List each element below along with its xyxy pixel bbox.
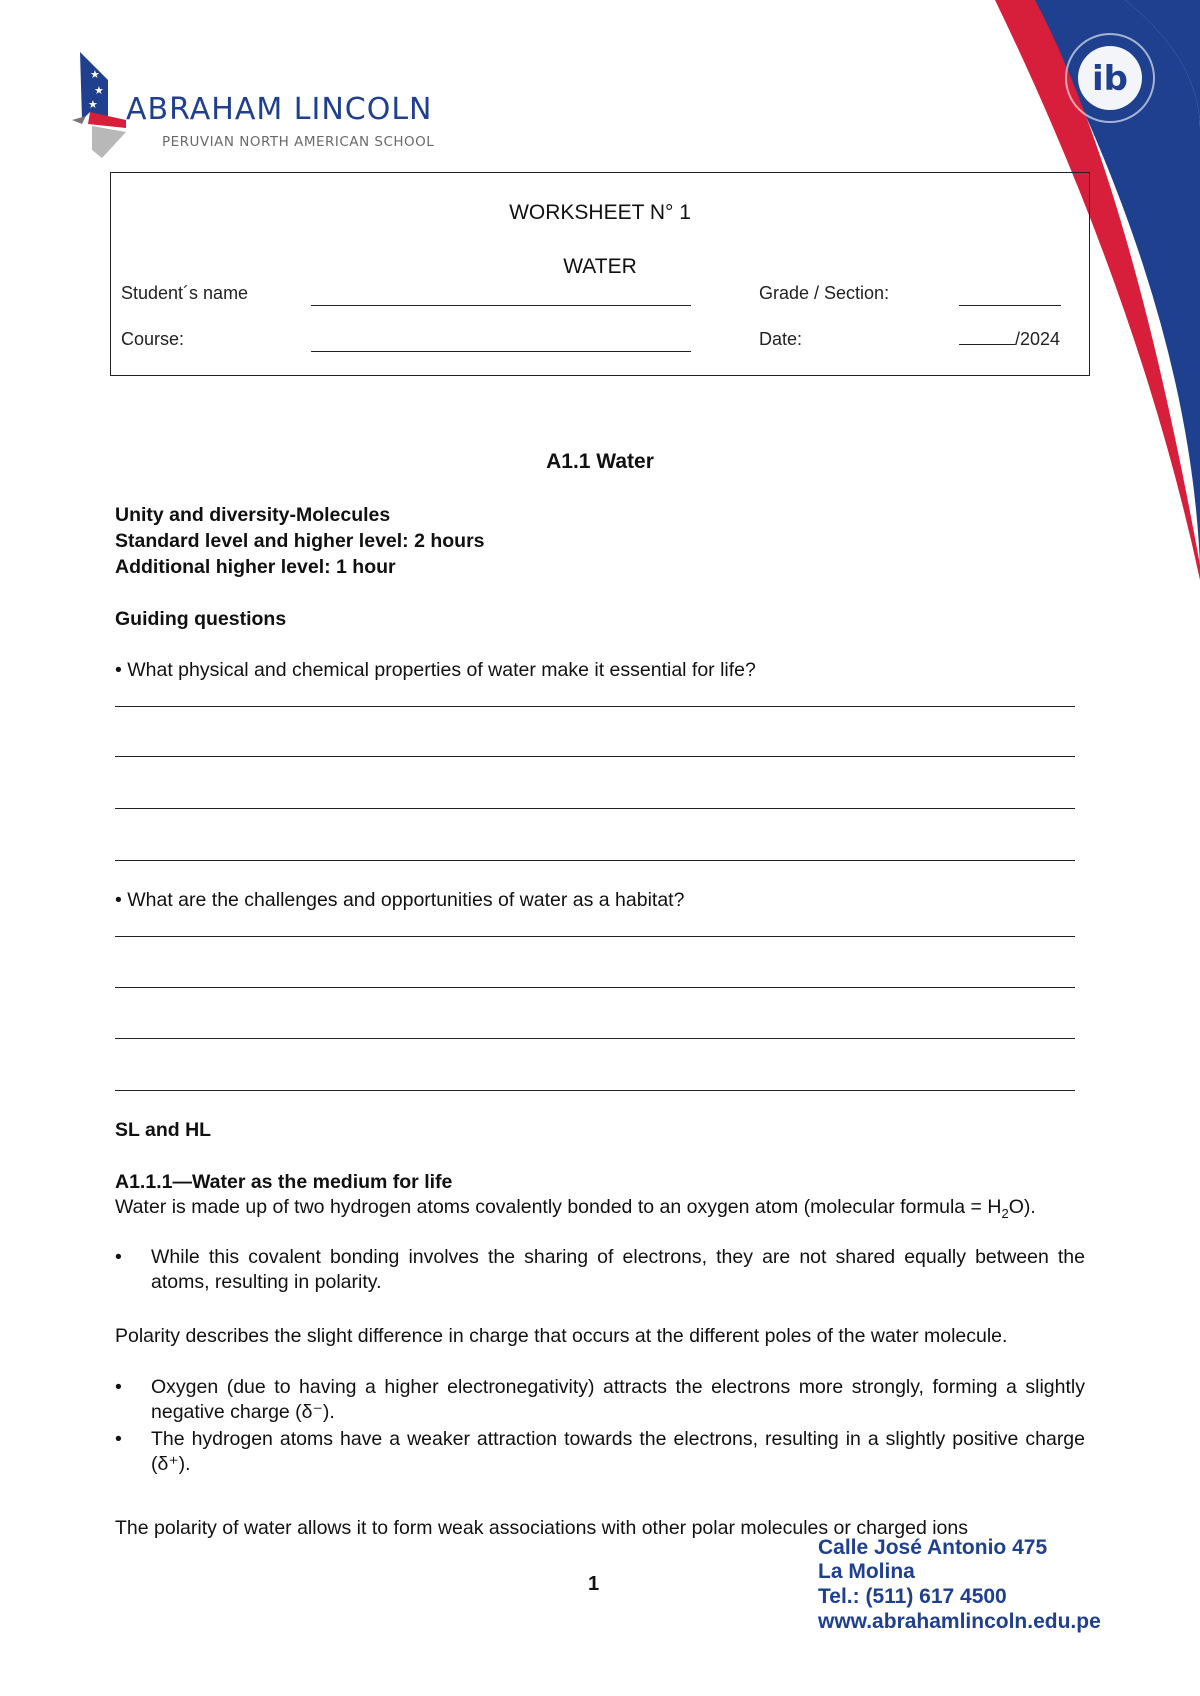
worksheet-topic: WATER bbox=[563, 255, 637, 278]
answer-line[interactable] bbox=[115, 1090, 1075, 1091]
date-field[interactable] bbox=[959, 329, 1060, 350]
bullet-item: • Oxygen (due to having a higher electronegativity) attracts the electrons more strongly, forming a slightly negative charge (δ⁻). bbox=[115, 1376, 1085, 1423]
school-name: ABRAHAM LINCOLN bbox=[126, 92, 433, 127]
student-name-field[interactable] bbox=[311, 305, 691, 306]
guiding-question-1: • What physical and chemical properties of water make it essential for life? bbox=[115, 659, 756, 681]
ib-logo: ib bbox=[1092, 59, 1128, 99]
guiding-question-2: • What are the challenges and opportunities of water as a habitat? bbox=[115, 889, 685, 911]
worksheet-title: WORKSHEET N° 1 bbox=[509, 201, 691, 224]
eagle-flag-icon bbox=[68, 50, 128, 160]
answer-line[interactable] bbox=[115, 808, 1075, 809]
grade-section-field[interactable] bbox=[959, 305, 1061, 306]
paragraph-1: Water is made up of two hydrogen atoms covalently bonded to an oxygen atom (molecular formula = $H_2O$). bbox=[115, 1196, 1036, 1221]
page-number: 1 bbox=[588, 1573, 600, 1595]
course-label: Course: bbox=[121, 329, 185, 349]
paragraph-2: Polarity describes the slight difference in charge that occurs at the different poles of the water molecule. bbox=[115, 1325, 1008, 1347]
answer-line[interactable] bbox=[115, 987, 1075, 988]
footer-address-2: La Molina bbox=[818, 1560, 915, 1583]
worksheet-header-box bbox=[110, 172, 1090, 376]
bullet-item: • The hydrogen atoms have a weaker attraction towards the electrons, resulting in a slightly positive charge (δ⁺). bbox=[115, 1428, 1085, 1475]
answer-line[interactable] bbox=[115, 1038, 1075, 1039]
footer-address-1: Calle José Antonio 475 bbox=[818, 1536, 1048, 1559]
course-field[interactable] bbox=[311, 351, 691, 352]
answer-line[interactable] bbox=[115, 706, 1075, 707]
school-logo bbox=[68, 50, 468, 160]
school-subtitle: PERUVIAN NORTH AMERICAN SCHOOL bbox=[162, 134, 435, 150]
guiding-questions-heading: Guiding questions bbox=[115, 608, 287, 630]
svg-text:★: ★ bbox=[90, 69, 100, 81]
section-title: A1.1 Water bbox=[546, 450, 654, 473]
theme-line: Unity and diversity-Molecules bbox=[115, 504, 391, 526]
sl-hl-time: Standard level and higher level: 2 hours bbox=[115, 530, 485, 552]
date-label: Date: bbox=[759, 329, 803, 349]
subsection-heading: A1.1.1—Water as the medium for life bbox=[115, 1171, 453, 1193]
footer-phone: Tel.: (511) 617 4500 bbox=[818, 1585, 1007, 1608]
date-year: /2024 bbox=[1015, 329, 1061, 349]
answer-line[interactable] bbox=[115, 860, 1075, 861]
answer-line[interactable] bbox=[115, 756, 1075, 757]
student-name-label: Student´s name bbox=[121, 283, 249, 303]
ahl-time: Additional higher level: 1 hour bbox=[115, 556, 396, 578]
paragraph-3: The polarity of water allows it to form weak associations with other polar molecules or charged ions bbox=[115, 1517, 968, 1539]
bullet-item: • While this covalent bonding involves the sharing of electrons, they are not shared equally between the atoms, resulting in polarity. bbox=[115, 1246, 1085, 1293]
svg-text:★: ★ bbox=[94, 85, 104, 97]
footer-website[interactable]: www.abrahamlincoln.edu.pe bbox=[818, 1610, 1101, 1633]
answer-line[interactable] bbox=[115, 936, 1075, 937]
level-heading: SL and HL bbox=[115, 1119, 212, 1141]
svg-text:★: ★ bbox=[88, 99, 98, 111]
grade-section-label: Grade / Section: bbox=[759, 283, 890, 303]
